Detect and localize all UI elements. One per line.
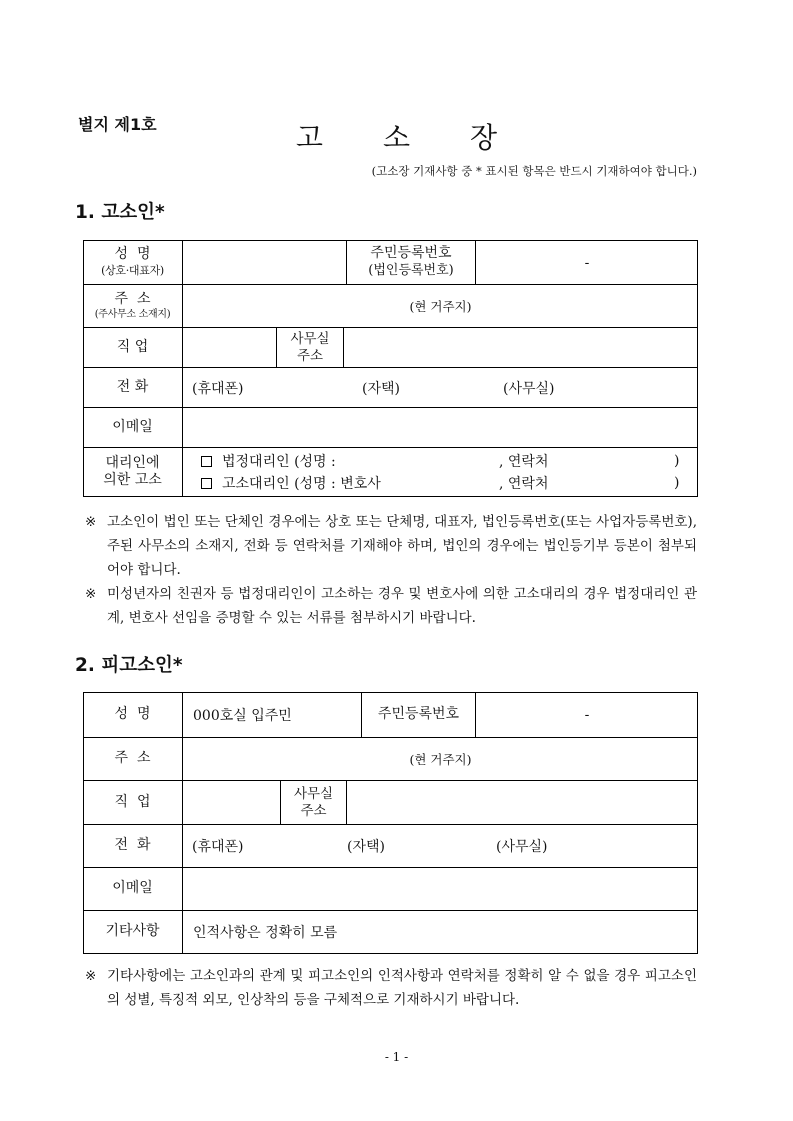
complainant-name-field[interactable] [183, 241, 346, 284]
lawyer-agent-row[interactable] [183, 472, 697, 494]
note-item: ※ 기타사항에는 고소인과의 관계 및 피고소인의 인적사항과 연락처를 정확히 알 수 없을 경우 피고소인의 성별, 특징적 외모, 인상착의 등을 구체적으로 기재하시기 바랍니다. [85, 968, 697, 1008]
id-number-label: 주민등록번호 (법인등록번호) [368, 245, 454, 278]
complainant-job-field[interactable] [183, 328, 276, 367]
accused-id-field[interactable]: - [584, 707, 590, 723]
accused-name-label: 성 명 [114, 706, 151, 723]
accused-address-label: 주 소 [114, 750, 151, 767]
legal-agent-contact-label: , 연락처 [499, 454, 549, 470]
email-label: 이메일 [112, 418, 153, 435]
note-item: ※ 고소인이 법인 또는 단체인 경우에는 상호 또는 단체명, 대표자, 법인등록번호(또는 사업자등록번호), 주된 사무소의 소재지, 전화 등 연락처를 기재해야 하며, 법인의 경우에는 법인등기부 등본이 첨부되어야 합니다. [85, 514, 697, 578]
legal-agent-close-paren: ) [674, 453, 680, 469]
lawyer-agent-contact-label: , 연락처 [499, 476, 549, 492]
page-number: - 1 - [384, 1050, 409, 1064]
complainant-id-field[interactable]: - [584, 254, 590, 271]
complainant-email-field[interactable] [183, 408, 698, 447]
accused-job-field[interactable] [183, 781, 280, 824]
complainant-notes [85, 510, 697, 630]
complainant-office-address-field[interactable] [344, 328, 698, 367]
accused-job-label: 직 업 [114, 793, 151, 810]
phone-home-label: (자택) [362, 380, 400, 397]
accused-phone-label: 전 화 [114, 837, 151, 854]
section-complainant-heading: 1. 고소인* [75, 202, 165, 223]
accused-name-field[interactable]: 000호실 입주민 [193, 708, 292, 724]
phone-office-label: (사무실) [496, 839, 548, 855]
phone-home-label: (자택) [347, 839, 385, 855]
lawyer-agent-close-paren: ) [674, 475, 680, 491]
accused-office-address-field[interactable] [347, 781, 698, 824]
address-label: 주 소 (주사무소 소재지) [94, 291, 171, 320]
accused-other-label: 기타사항 [105, 923, 160, 940]
name-label: 성 명 (상호·대표자) [101, 246, 164, 277]
accused-office-address-label: 사무실 주소 [293, 785, 334, 819]
accused-address-field[interactable]: (현 거주지) [409, 752, 472, 767]
accused-id-label: 주민등록번호 [377, 706, 460, 723]
accused-email-label: 이메일 [112, 880, 153, 897]
legal-agent-checkbox[interactable] [201, 456, 212, 467]
legal-agent-label: 법정대리인 (성명 : [222, 454, 336, 470]
form-number: 별지 제1호 [78, 115, 157, 134]
complainant-phone-field[interactable] [183, 368, 698, 407]
agent-label: 대리인에 의한 고소 [103, 454, 162, 488]
page-title: 고소장 [295, 121, 558, 154]
job-label: 직 업 [116, 338, 149, 355]
agent-options [183, 448, 697, 496]
complainant-address-field[interactable]: (현 거주지) [409, 299, 472, 314]
phone-office-label: (사무실) [503, 380, 555, 397]
accused-phone-field[interactable] [183, 825, 698, 867]
lawyer-agent-label: 고소대리인 (성명 : 변호사 [222, 476, 381, 492]
section-accused-heading: 2. 피고소인* [75, 655, 183, 676]
phone-mobile-label: (휴대폰) [192, 380, 244, 397]
required-fields-note: (고소장 기재사항 중 * 표시된 항목은 반드시 기재하여야 합니다.) [371, 164, 697, 178]
phone-label: 전 화 [116, 378, 149, 395]
accused-other-field[interactable]: 인적사항은 정확히 모름 [193, 925, 338, 941]
legal-agent-row[interactable] [183, 450, 697, 472]
note-item: ※ 미성년자의 친권자 등 법정대리인이 고소하는 경우 및 변호사에 의한 고소대리의 경우 법정대리인 관계, 변호사 선임을 증명할 수 있는 서류를 첨부하시기 바랍니다. [85, 586, 697, 626]
phone-mobile-label: (휴대폰) [192, 839, 244, 855]
office-address-label: 사무실 주소 [290, 330, 330, 364]
accused-email-field[interactable] [183, 868, 698, 910]
accused-notes [85, 964, 697, 1012]
lawyer-agent-checkbox[interactable] [201, 478, 212, 489]
